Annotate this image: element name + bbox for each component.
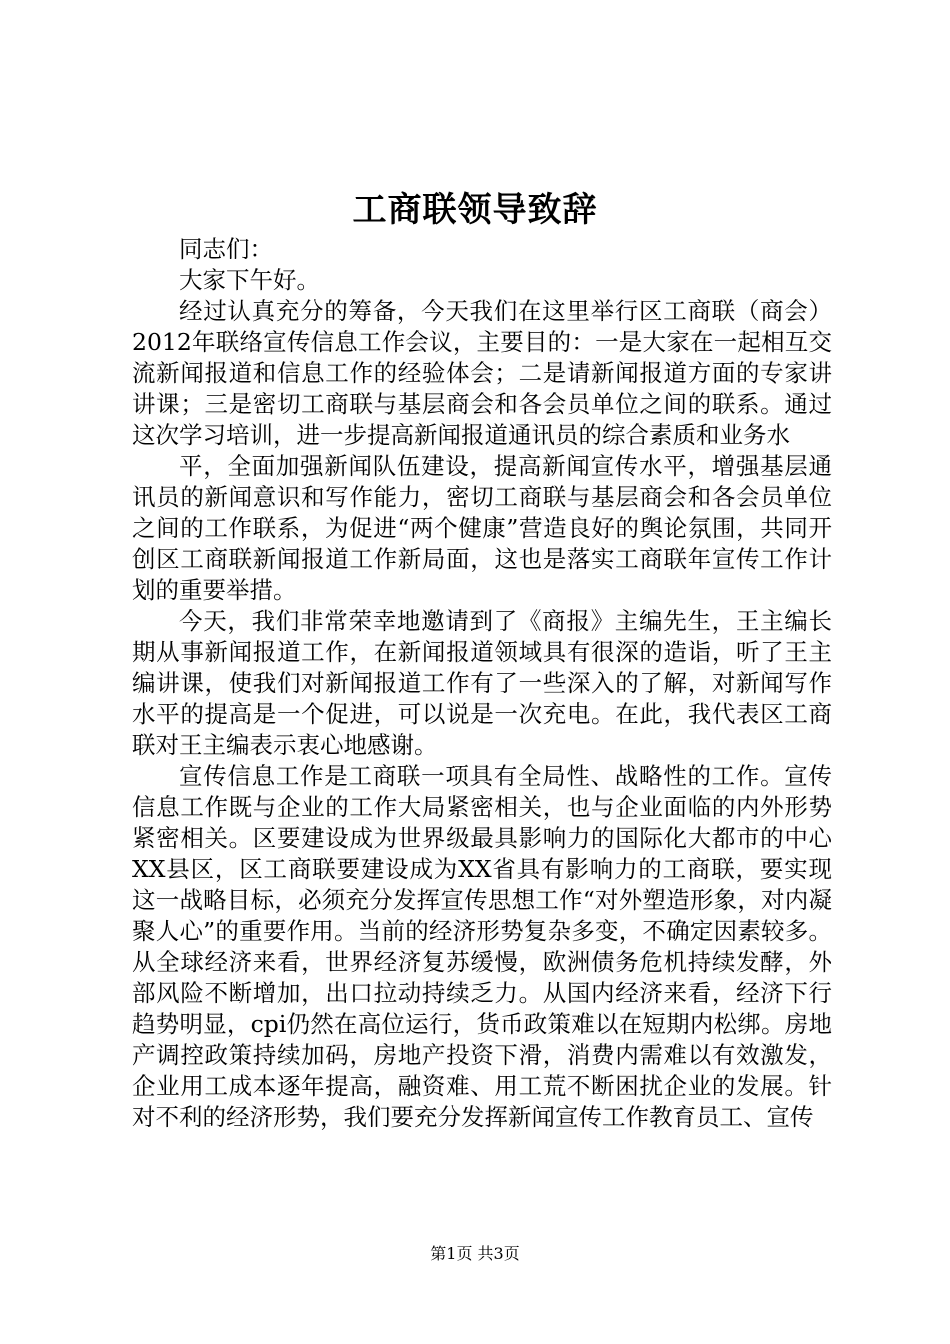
paragraph: 平，全面加强新闻队伍建设，提高新闻宣传水平，增强基层通讯员的新闻意识和写作能力，密切工商联与基层商会和各会员单位之间的工作联系，为促进“两个健康”营造良好的舆论氛围，共同开创区工商联新闻报道工作新局面，这也是落实工商联年宣传工作计划的重要举措。	[132, 452, 832, 604]
greeting: 大家下午好。	[179, 266, 320, 294]
paragraph: 宣传信息工作是工商联一项具有全局性、战略性的工作。宣传信息工作既与企业的工作大局紧密相关，也与企业面临的内外形势紧密相关。区要建设成为世界级最具影响力的国际化大都市的中心XX县区，区工商联要建设成为XX省具有影响力的工商联，要实现这一战略目标，必须充分发挥宣传思想工作“对外塑造形象，对内凝聚人心”的重要作用。当前的经济形势复杂多变，不确定因素较多。从全球经济来看，世界经济复苏缓慢，欧洲债务危机持续发酵，外部风险不断增加，出口拉动持续乏力。从国内经济来看，经济下行趋势明显，cpi仍然在高位运行，货币政策难以在短期内松绑。房地产调控政策持续加码，房地产投资下滑，消费内需难以有效激发，企业用工成本逐年提高，融资难、用工荒不断困扰企业的发展。针对不利的经济形势，我们要充分发挥新闻宣传工作教育员工、宣传	[132, 762, 832, 1131]
paragraph: 今天，我们非常荣幸地邀请到了《商报》主编先生，王主编长期从事新闻报道工作，在新闻报道领域具有很深的造诣，听了王主编讲课，使我们对新闻报道工作有了一些深入的了解，对新闻写作水平的提高是一个促进，可以说是一次充电。在此，我代表区工商联对王主编表示衷心地感谢。	[132, 607, 832, 759]
page-number-footer: 第1页 共3页	[430, 1244, 520, 1263]
document-title: 工商联领导致辞	[352, 190, 598, 230]
salutation: 同志们：	[179, 235, 273, 263]
document-body	[132, 234, 832, 1133]
paragraph: 经过认真充分的筹备，今天我们在这里举行区工商联（商会）2012年联络宣传信息工作会议，主要目的：一是大家在一起相互交流新闻报道和信息工作的经验体会；二是请新闻报道方面的专家讲讲课；三是密切工商联与基层商会和各会员单位之间的联系。通过这次学习培训，进一步提高新闻报道通讯员的综合素质和业务水	[132, 297, 832, 449]
